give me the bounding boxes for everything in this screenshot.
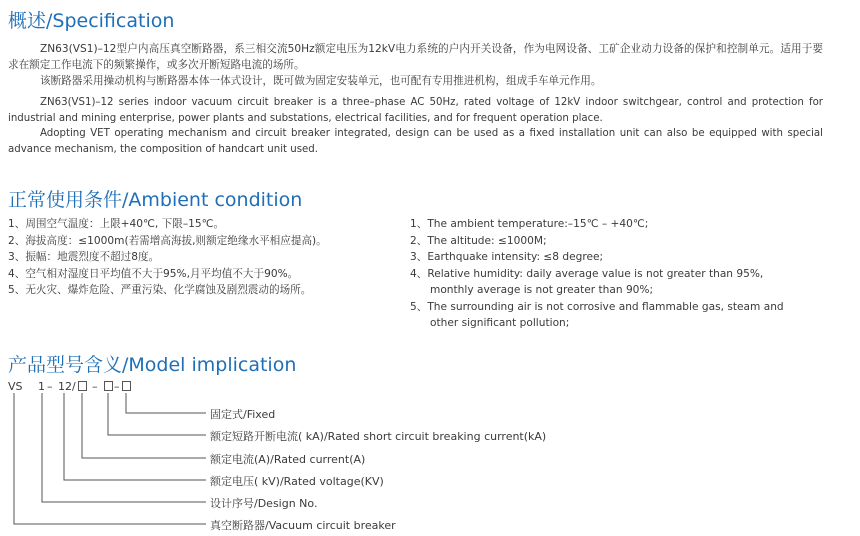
ambient-en-item: 5、The surrounding air is not corrosive and flammable gas, steam and other significant pollution;	[410, 300, 784, 329]
ambient-cn-item: 1、周围空气温度：上限+40℃, 下限–15℃。	[8, 218, 225, 230]
spec-paragraph-cn-1: ZN63(VS1)–12型户内高压真空断路器，系三相交流50Hz额定电压为12kV电力系统的户内开关设备，作为电网设备、工矿企业动力设备的保护和控制单元。适用于要求在额定工作电流下的频繁操作，或多次开断短路电流的场所。	[8, 43, 823, 71]
model-legend-breaking-current: 额定短路开断电流( kA)/Rated short circuit breaking current(kA)	[210, 430, 547, 443]
model-code-dash-2: –	[92, 380, 98, 393]
ambient-en-item: 3、Earthquake intensity: ≤8 degree;	[410, 251, 604, 263]
model-code-design-no: 1	[38, 380, 45, 393]
ambient-cn-item: 2、海拔高度：≤1000m(若需增高海拔,则额定绝缘水平相应提高)。	[8, 234, 327, 247]
section-heading-ambient: 正常使用条件/Ambient condition	[8, 189, 303, 211]
model-legend-fixed: 固定式/Fixed	[210, 408, 276, 421]
model-legend-rated-voltage: 额定电压( kV)/Rated voltage(KV)	[210, 475, 384, 488]
ambient-en-item: 4、Relative humidity: daily average value is not greater than 95%, monthly average is not greater than 90%;	[410, 267, 764, 296]
model-code-dash: –	[47, 380, 53, 393]
model-code-dash-3: –	[114, 380, 120, 393]
model-legend-design-no: 设计序号/Design No.	[210, 497, 318, 510]
section-heading-model: 产品型号含义/Model implication	[8, 354, 297, 376]
ambient-cn-item: 3、振幅：地震烈度不超过8度。	[8, 251, 160, 263]
spec-paragraph-cn-2: 该断路器采用操动机构与断路器本体一体式设计，既可做为固定安装单元，也可配有专用推进机构，组成手车单元作用。	[40, 75, 602, 87]
ambient-cn-item: 4、空气相对湿度日平均值不大于95%,月平均值不大于90%。	[8, 267, 299, 280]
model-code-vs: VS	[8, 380, 23, 393]
ambient-en-item: 2、The altitude: ≤1000M;	[410, 234, 547, 247]
model-legend-rated-current: 额定电流(A)/Rated current(A)	[210, 453, 366, 466]
ambient-en-item: 1、The ambient temperature:–15℃ – +40℃;	[410, 218, 649, 230]
model-legend-vacuum-breaker: 真空断路器/Vacuum circuit breaker	[210, 519, 396, 532]
ambient-cn-item: 5、无火灾、爆炸危险、严重污染、化学腐蚀及剧烈震动的场所。	[8, 284, 312, 296]
section-heading-specification: 概述/Specification	[8, 10, 175, 32]
spec-paragraph-en-1: ZN63(VS1)–12 series indoor vacuum circuit breaker is a three–phase AC 50Hz, rated voltage of 12kV indoor switchgear, control and protection for industrial and mining enterprise, power plants and substations, electrical facilities, and for frequent operation place.	[8, 97, 823, 124]
model-code-voltage: 12/	[58, 380, 76, 393]
spec-paragraph-en-2: Adopting VET operating mechanism and circuit breaker integrated, design can be used as a fixed installation unit can also be equipped with special advance mechanism, the composition of handcart unit used.	[8, 128, 823, 155]
